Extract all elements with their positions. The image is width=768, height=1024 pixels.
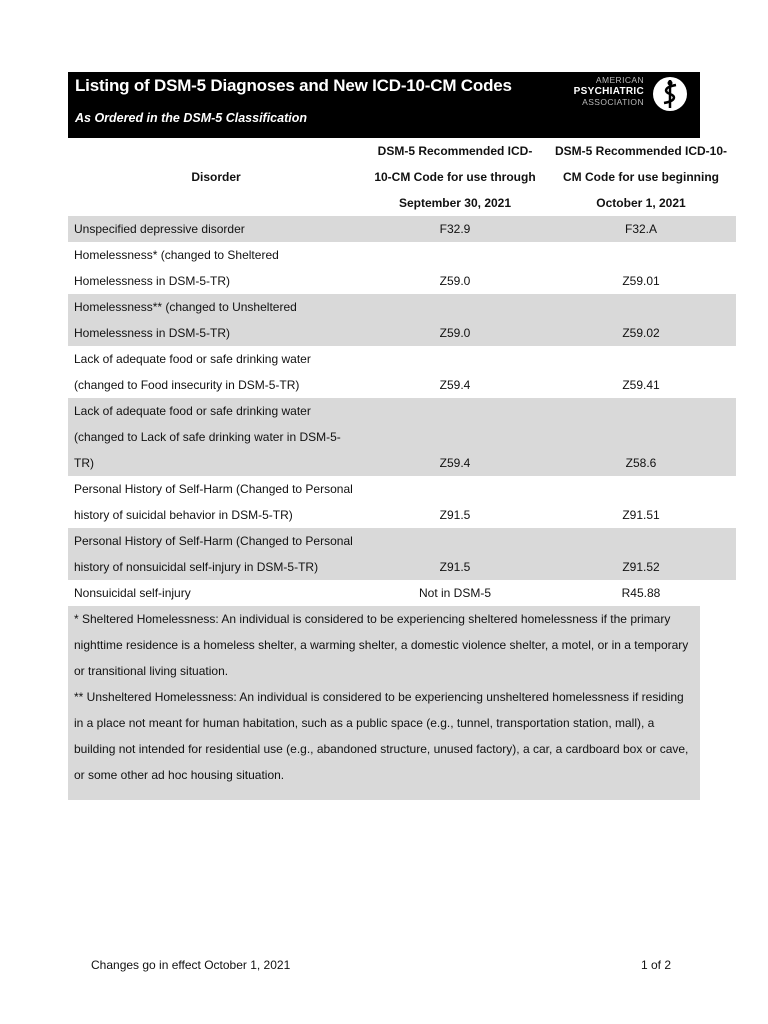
page-subtitle: As Ordered in the DSM-5 Classification: [75, 111, 307, 125]
code-new-cell: Z91.51: [546, 476, 736, 528]
table-row: [68, 528, 736, 580]
disorder-cell: Lack of adequate food or safe drinking water (changed to Food insecurity in DSM-5-TR): [68, 346, 364, 398]
code-old-cell: Z59.4: [364, 346, 546, 398]
col-header-code-new: DSM-5 Recommended ICD-10-CM Code for use beginning October 1, 2021: [546, 138, 736, 216]
table-row: [68, 216, 736, 242]
code-new-cell: R45.88: [546, 580, 736, 606]
disorder-cell: Homelessness* (changed to Sheltered Homelessness in DSM-5-TR): [68, 242, 364, 294]
document-page: [68, 72, 728, 800]
disorder-cell: Unspecified depressive disorder: [68, 216, 364, 242]
logo-line-2: PSYCHIATRIC: [573, 86, 644, 97]
table-header-row: [68, 138, 736, 216]
disorder-cell: Personal History of Self-Harm (Changed to Personal history of suicidal behavior in DSM-5-TR): [68, 476, 364, 528]
table-row: [68, 294, 736, 346]
code-new-cell: Z91.52: [546, 528, 736, 580]
apa-emblem-icon: [650, 75, 690, 113]
logo-line-1: AMERICAN: [595, 75, 644, 85]
apa-logo: [570, 75, 690, 113]
logo-line-3: ASSOCIATION: [582, 97, 644, 107]
disorder-cell: Personal History of Self-Harm (Changed to Personal history of nonsuicidal self-injury in DSM-5-TR): [68, 528, 364, 580]
code-new-cell: Z59.02: [546, 294, 736, 346]
code-old-cell: Z59.0: [364, 294, 546, 346]
disorder-cell: Nonsuicidal self-injury: [68, 580, 364, 606]
code-old-cell: Z59.4: [364, 398, 546, 476]
codes-table: [68, 138, 736, 606]
code-old-cell: F32.9: [364, 216, 546, 242]
title-banner: [68, 72, 700, 138]
footer-page-number: 1 of 2: [641, 958, 672, 972]
footnote-sheltered: * Sheltered Homelessness: An individual is considered to be experiencing sheltered homelessness if the primary nighttime residence is a homeless shelter, a warming shelter, a domestic violence shelter, a motel, or in a temporary or transitional living situation.: [74, 612, 689, 678]
code-new-cell: Z59.01: [546, 242, 736, 294]
code-new-cell: F32.A: [546, 216, 736, 242]
code-old-cell: Z59.0: [364, 242, 546, 294]
col-header-code-old: DSM-5 Recommended ICD-10-CM Code for use through September 30, 2021: [364, 138, 546, 216]
code-old-cell: Not in DSM-5: [364, 580, 546, 606]
disorder-cell: Lack of adequate food or safe drinking water (changed to Lack of safe drinking water in DSM-5-TR): [68, 398, 364, 476]
disorder-cell: Homelessness** (changed to Unsheltered Homelessness in DSM-5-TR): [68, 294, 364, 346]
code-old-cell: Z91.5: [364, 528, 546, 580]
col-header-disorder: Disorder: [68, 138, 364, 216]
table-row: [68, 476, 736, 528]
footnotes: [68, 606, 700, 800]
code-new-cell: Z58.6: [546, 398, 736, 476]
code-old-cell: Z91.5: [364, 476, 546, 528]
footnote-unsheltered: ** Unsheltered Homelessness: An individual is considered to be experiencing unsheltered homelessness if residing in a place not meant for human habitation, such as a public space (e.g., tunnel, transportation station, mall), a building not intended for residential use (e.g., abandoned structure, unused factory), a car, a cardboard box or cave, or some other ad hoc housing situation.: [74, 690, 689, 782]
table-row: [68, 346, 736, 398]
table-row: [68, 580, 736, 606]
page-title: Listing of DSM-5 Diagnoses and New ICD-10-CM Codes: [75, 76, 512, 95]
table-row: [68, 398, 736, 476]
footer-effective-date: Changes go in effect October 1, 2021: [91, 958, 291, 972]
code-new-cell: Z59.41: [546, 346, 736, 398]
table-row: [68, 242, 736, 294]
